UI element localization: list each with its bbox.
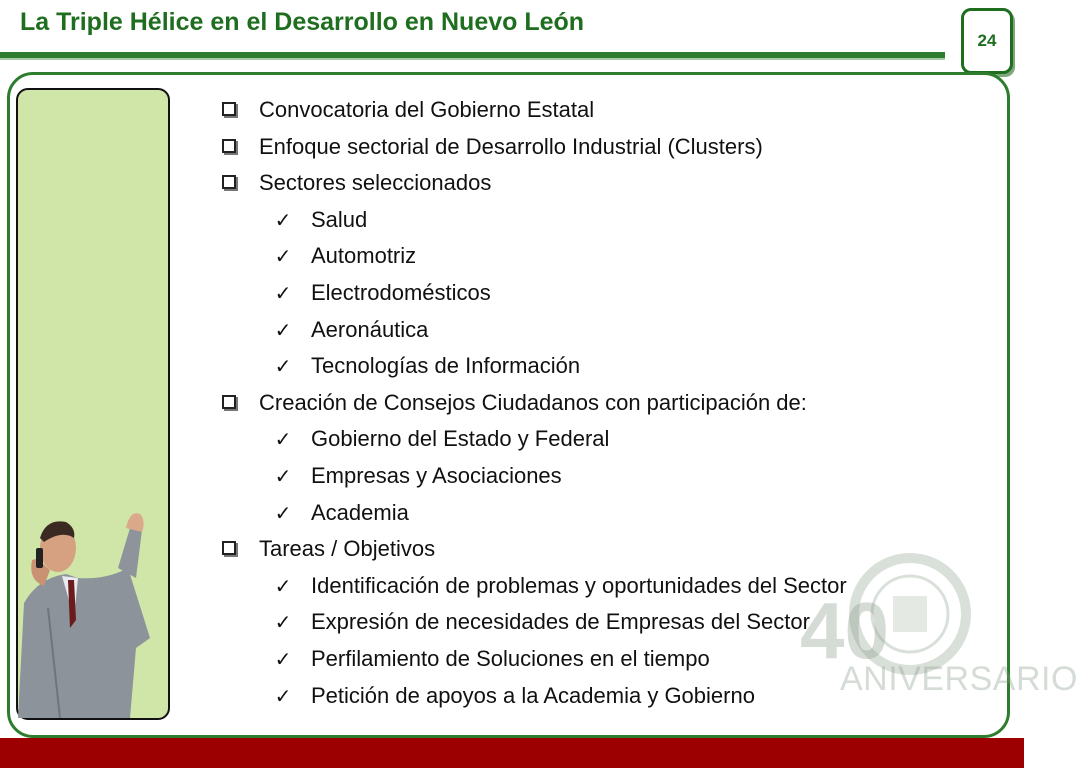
watermark-text: ANIVERSARIO (840, 660, 1078, 698)
bullet-text: Gobierno del Estado y Federal (311, 426, 610, 452)
checkmark-icon: ✓ (274, 244, 292, 269)
sub-bullet-item (220, 458, 1000, 495)
checkmark-icon: ✓ (274, 683, 292, 708)
square-bullet-icon (222, 541, 236, 555)
bullet-item (220, 92, 1000, 129)
checkmark-icon: ✓ (274, 207, 292, 232)
bullet-item (220, 129, 1000, 166)
sub-bullet-item (220, 678, 1000, 715)
checkmark-icon: ✓ (274, 427, 292, 452)
businessman-on-phone-image (18, 508, 218, 718)
page-number-badge (961, 8, 1013, 74)
bullet-text: Identificación de problemas y oportunidades del Sector (311, 572, 847, 598)
sub-bullet-item (220, 348, 1000, 385)
bullet-text: Electrodomésticos (311, 279, 491, 305)
checkmark-icon: ✓ (274, 646, 292, 671)
bullet-text: Aeronáutica (311, 316, 429, 342)
sub-bullet-item (220, 604, 1000, 641)
bullet-text: Convocatoria del Gobierno Estatal (259, 97, 595, 122)
page-number: 24 (977, 31, 997, 50)
checkmark-icon: ✓ (274, 463, 292, 488)
sub-bullet-item (220, 495, 1000, 532)
checkmark-icon: ✓ (274, 610, 292, 635)
checkmark-icon: ✓ (274, 354, 292, 379)
sub-bullet-item (220, 421, 1000, 458)
bullet-text: Expresión de necesidades de Empresas del Sector (311, 609, 810, 635)
bullet-item (220, 165, 1000, 202)
sub-bullet-item (220, 275, 1000, 312)
bullet-text: Empresas y Asociaciones (311, 462, 562, 488)
bullet-text: Perfilamiento de Soluciones en el tiempo (311, 645, 710, 671)
bullet-item (220, 385, 1000, 422)
checkmark-icon: ✓ (274, 500, 292, 525)
title-underline-shadow (0, 58, 945, 60)
bullet-text: Salud (311, 206, 368, 232)
square-bullet-icon (222, 102, 236, 116)
square-bullet-icon (222, 139, 236, 153)
square-bullet-icon (222, 175, 236, 189)
sub-bullet-item (220, 238, 1000, 275)
bullet-text: Sectores seleccionados (259, 170, 492, 196)
sub-bullet-item (220, 312, 1000, 349)
checkmark-icon: ✓ (274, 317, 292, 342)
bullet-text: Enfoque sectorial de Desarrollo Industrial (Clusters) (259, 133, 763, 159)
sub-bullet-item (220, 202, 1000, 239)
bullet-text: Creación de Consejos Ciudadanos con participación de: (259, 389, 807, 415)
bullet-text: Tareas / Objetivos (259, 536, 436, 562)
bullet-text: Petición de apoyos a la Academia y Gobierno (311, 682, 755, 708)
bullet-text: Tecnologías de Información (311, 353, 581, 379)
side-image-panel (16, 88, 170, 720)
bullet-text: Academia (311, 499, 409, 525)
checkmark-icon: ✓ (274, 573, 292, 598)
slide-title: La Triple Hélice en el Desarrollo en Nuevo León (20, 8, 585, 36)
bullet-list (220, 92, 1000, 714)
square-bullet-icon (222, 395, 236, 409)
footer-bar (0, 738, 1024, 768)
sub-bullet-item (220, 568, 1000, 605)
watermark-number: 40 (800, 586, 889, 675)
bullet-text: Automotriz (311, 243, 417, 269)
sub-bullet-item (220, 641, 1000, 678)
bullet-item (220, 531, 1000, 568)
checkmark-icon: ✓ (274, 280, 292, 305)
